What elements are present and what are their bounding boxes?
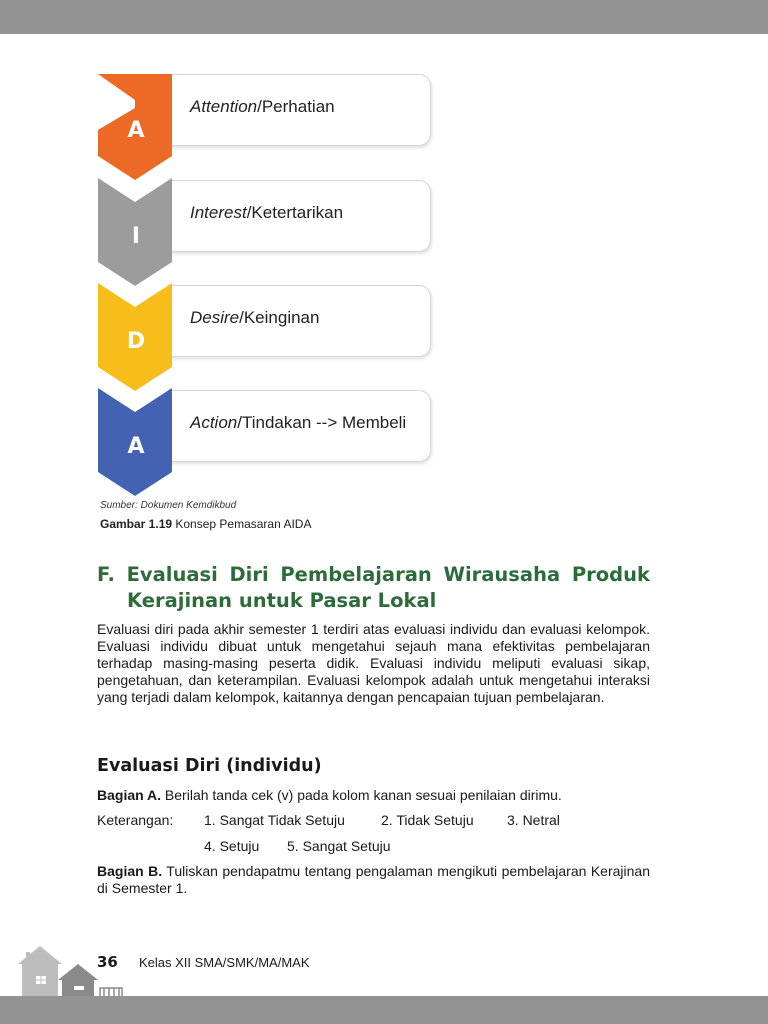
aida-step-label: Action/Tindakan --> Membeli — [190, 413, 407, 432]
aida-step-interest — [98, 178, 434, 286]
aida-step-attention — [98, 72, 434, 180]
title-word: Pembelajaran — [280, 563, 432, 586]
title-word: Evaluasi — [126, 563, 218, 586]
figure-caption — [100, 517, 311, 531]
aida-letter: D — [126, 329, 146, 354]
bagian-b-text: Tuliskan pendapatmu tentang pengalaman mengikuti pembelajaran Kerajinan di Semester 1. — [97, 863, 650, 896]
top-header-bar — [0, 0, 768, 34]
bagian-b — [97, 863, 650, 897]
title-word: Produk — [571, 563, 650, 586]
keterangan-row-1 — [97, 812, 650, 829]
bagian-a-text: Berilah tanda cek (v) pada kolom kanan sesuai penilaian dirimu. — [161, 787, 562, 803]
page-number: 36 — [97, 953, 118, 971]
book-title: Kelas XII SMA/SMK/MA/MAK — [139, 955, 310, 970]
title-word: F. — [97, 563, 115, 586]
section-title-line1 — [97, 562, 650, 588]
evaluasi-heading: Evaluasi Diri (individu) — [97, 756, 322, 776]
title-word: Wirausaha — [443, 563, 561, 586]
aida-step-action — [98, 388, 434, 496]
aida-step-desire — [98, 283, 434, 391]
bagian-a — [97, 787, 650, 804]
section-title-line2: Kerajinan untuk Pasar Lokal — [127, 589, 437, 612]
scale-item: 4. Setuju — [204, 838, 260, 854]
figure-source: Sumber: Dokumen Kemdikbud — [100, 500, 237, 511]
section-paragraph: Evaluasi diri pada akhir semester 1 terdiri atas evaluasi individu dan evaluasi kelompok. Evaluasi individu dibuat untuk mengetahui sejauh mana efektivitas pembelajaran terhadap masing-masing peserta didik. Evaluasi individu meliputi evaluasi sikap, pengetahuan, dan keterampilan. Evaluasi kelompok adalah untuk mengetahui interaksi yang terjadi dalam kelompok, kaitannya dengan pencapaian tujuan pembelajaran. — [97, 621, 650, 705]
keterangan-label: Keterangan: — [97, 812, 174, 828]
bottom-footer-bar — [0, 996, 768, 1024]
houses-decoration-icon — [14, 942, 126, 1000]
scale-item: 3. Netral — [507, 812, 560, 828]
section-title — [97, 562, 650, 614]
caption-text: Konsep Pemasaran AIDA — [172, 517, 312, 531]
bagian-b-label: Bagian B. — [97, 863, 163, 879]
keterangan-row-2 — [97, 838, 650, 855]
scale-item: 2. Tidak Setuju — [381, 812, 474, 828]
aida-step-label: Attention/Perhatian — [190, 97, 335, 116]
bagian-a-label: Bagian A. — [97, 787, 162, 803]
aida-letter: A — [127, 118, 145, 143]
title-word: Diri — [229, 563, 269, 586]
aida-step-label: Interest/Ketertarikan — [190, 203, 344, 222]
scale-item: 1. Sangat Tidak Setuju — [204, 812, 345, 828]
aida-letter: A — [127, 434, 145, 459]
caption-label: Gambar 1.19 — [100, 517, 173, 531]
aida-letter: I — [131, 224, 141, 249]
aida-step-label: Desire/Keinginan — [190, 308, 320, 327]
scale-item: 5. Sangat Setuju — [287, 838, 391, 854]
